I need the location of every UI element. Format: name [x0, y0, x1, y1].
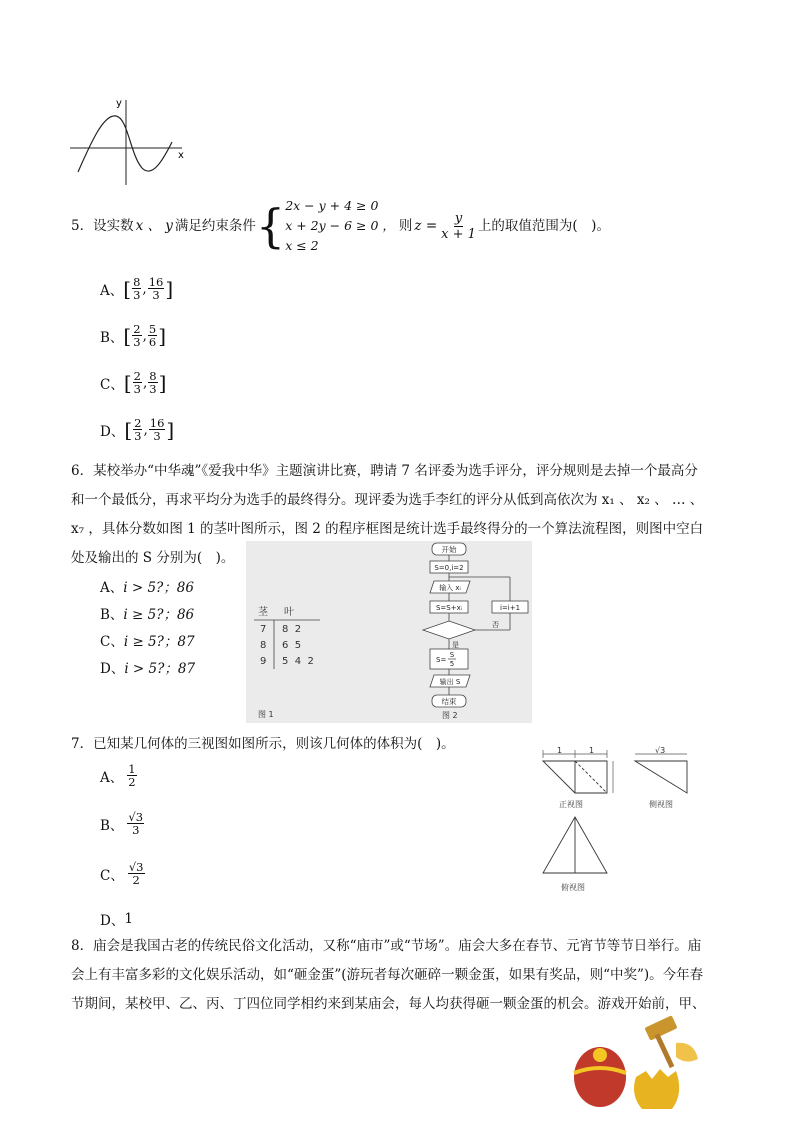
q7-option-b[interactable] [100, 811, 145, 836]
fraction [127, 763, 136, 788]
fraction [127, 811, 144, 836]
flow-yes-label: 是 [452, 641, 459, 649]
z-denominator: x + 1 [441, 226, 476, 242]
q6-option-c[interactable] [100, 630, 195, 650]
fraction [148, 323, 157, 348]
denominator: 3 [134, 429, 142, 443]
flow-divide-lhs: S= [436, 656, 447, 664]
numerator: √3 [128, 810, 144, 824]
bracket-close: ] [158, 323, 166, 348]
q6-line-2: 和一个最低分，再求平均分为选手的最终得分。现评委为选手李红的评分从低到高依次为 x₁ 、 x₂ 、 … 、 [71, 492, 704, 508]
q6-option-c-text: i ≥ 5?；87 [123, 634, 195, 650]
fraction [148, 276, 165, 301]
q6-option-d[interactable] [100, 657, 195, 677]
denominator: 3 [152, 288, 160, 302]
leaves-8: 6 5 [282, 640, 302, 651]
bow-icon [593, 1048, 607, 1062]
broken-gold-egg-icon [634, 1069, 679, 1109]
q6-option-d-label: D、 [100, 661, 125, 677]
flow-no-label: 否 [492, 621, 499, 629]
q5-option-a-label: A、 [100, 282, 124, 299]
numerator: 16 [149, 416, 165, 430]
constraint-system [285, 196, 395, 256]
numerator: 5 [148, 322, 157, 336]
fraction [133, 417, 142, 442]
denominator: 3 [133, 335, 141, 349]
stem-9: 9 [260, 656, 267, 667]
q5-then: 则 [398, 218, 413, 234]
q7-option-d-label: D、 [100, 913, 125, 929]
q7-option-c[interactable] [100, 861, 146, 886]
q7-option-d-text: 1 [124, 911, 133, 927]
numerator: 2 [133, 369, 141, 383]
question-7: 7．已知某几何体的三视图如图所示，则该几何体的体积为( )。 [71, 736, 455, 752]
x-axis-label: x [178, 150, 184, 161]
q5-suffix: 上的取值范围为( )。 [477, 218, 610, 234]
dim-label-1: 1 [557, 746, 563, 755]
function-graph [68, 92, 198, 188]
q5-option-c[interactable] [100, 370, 166, 395]
fraction [132, 276, 141, 301]
q5-option-c-label: C、 [100, 376, 124, 393]
bracket-close: ] [158, 370, 167, 395]
q6-option-b-label: B、 [100, 607, 124, 623]
comma: , [142, 327, 147, 344]
z-numerator: y [454, 210, 463, 226]
flow-end-label: 结束 [441, 697, 457, 706]
denominator: 3 [133, 382, 141, 396]
q6-option-a[interactable] [100, 576, 194, 596]
flow-init-label: S=0,i=2 [434, 564, 464, 572]
q7-option-a-label: A、 [100, 769, 124, 786]
q6-option-d-text: i > 5?；87 [124, 661, 196, 677]
q8-line-2: 会上有丰富多彩的文化娱乐活动，如“砸金蛋”(游玩者每次砸碎一颗金蛋，如果有奖品，则“中奖”)。今年春 [71, 967, 704, 983]
comma: , [143, 421, 148, 438]
q6-line-3: x₇ ，具体分数如图 1 的茎叶图所示，图 2 的程序框图是统计选手最终得分的一个算法流程图，则图中空白 [71, 521, 704, 537]
fraction [128, 861, 145, 886]
denominator: 3 [133, 288, 141, 302]
front-view-caption: 正视图 [559, 800, 583, 809]
flow-sum-label: S=S+xᵢ [435, 604, 463, 612]
q6-line-4: 处及输出的 S 分别为( )。 [71, 550, 235, 566]
q7-option-b-label: B、 [100, 817, 124, 834]
q5-option-d[interactable] [100, 417, 174, 442]
q7-option-d[interactable] [100, 909, 133, 929]
q5-option-b-label: B、 [100, 329, 124, 346]
bracket-open: [ [123, 323, 132, 348]
denominator: 3 [153, 429, 161, 443]
dim-label-2: 1 [589, 746, 595, 755]
numerator: 8 [133, 275, 141, 289]
denominator: 3 [149, 382, 157, 396]
question-8 [71, 933, 741, 1017]
flow-divide-num: S [449, 651, 455, 659]
constraint-1: 2x − y + 4 ≥ 0 [285, 198, 379, 213]
numerator: 2 [133, 322, 141, 336]
egg-shell-fragment-icon [676, 1043, 698, 1062]
z-equals: z = [414, 218, 438, 234]
top-view-caption: 俯视图 [561, 883, 585, 892]
numerator: 1 [128, 762, 136, 776]
fraction [132, 323, 141, 348]
q5-option-a[interactable] [100, 276, 173, 301]
z-fraction [440, 211, 477, 242]
side-view [635, 761, 687, 793]
hammer-icon [644, 1015, 677, 1068]
q5-option-d-label: D、 [100, 423, 125, 440]
question-5 [71, 196, 610, 256]
fraction [148, 370, 157, 395]
q6-figure [246, 541, 532, 723]
numerator: √3 [128, 860, 144, 874]
constraint-brace: { [255, 199, 286, 253]
leaf-header: 叶 [284, 607, 294, 618]
bracket-close: ] [166, 417, 175, 442]
q6-option-a-label: A、 [100, 580, 124, 596]
denominator: 2 [132, 873, 140, 887]
q6-option-a-text: i > 5?；86 [123, 580, 194, 596]
side-view-caption: 侧视图 [649, 800, 673, 809]
q5-prefix: 5．设实数 [71, 218, 134, 234]
flow-start-label: 开始 [441, 545, 457, 554]
stem-header: 茎 [258, 607, 268, 618]
flow-input-label: 输入 xᵢ [439, 584, 461, 592]
denominator: 2 [128, 775, 136, 789]
figure-2-caption: 图 2 [442, 711, 458, 720]
q5-option-b[interactable] [100, 323, 166, 348]
numerator: 8 [149, 369, 157, 383]
q5-vars: x 、 y [135, 218, 173, 234]
flow-output-label: 输出 S [439, 678, 461, 686]
fraction [149, 417, 166, 442]
bracket-open: [ [123, 370, 132, 395]
comma: , [142, 374, 148, 391]
leaves-7: 8 2 [282, 624, 302, 635]
denominator: 3 [132, 823, 140, 837]
leaves-9: 5 4 2 [282, 656, 314, 667]
y-axis-label: y [116, 98, 122, 109]
q8-line-3: 节期间，某校甲、乙、丙、丁四位同学相约来到某庙会，每人均获得砸一颗金蛋的机会。游戏开始前，甲、 [71, 996, 706, 1012]
bracket-open: [ [123, 276, 132, 301]
function-curve [78, 116, 172, 172]
golden-egg-illustration [560, 1013, 706, 1113]
q6-option-b[interactable] [100, 603, 194, 623]
comma: , [142, 280, 147, 297]
flow-inc-label: i=i+1 [499, 604, 521, 612]
stem-8: 8 [260, 640, 267, 651]
q6-option-b-text: i ≥ 5?；86 [123, 607, 195, 623]
q8-line-1: 8．庙会是我国古老的传统民俗文化活动，又称“庙市”或“节场”。庙会大多在春节、元宵节等节日举行。庙 [71, 938, 702, 954]
front-view-hidden-edge [575, 761, 607, 793]
bracket-close: ] [165, 276, 174, 301]
constraint-2: x + 2y − 6 ≥ 0 ， [285, 218, 395, 233]
q6-option-c-label: C、 [100, 634, 124, 650]
constraint-3: x ≤ 2 [285, 238, 319, 253]
denominator: 6 [148, 335, 157, 349]
q6-line-1: 6．某校举办“中华魂”《爱我中华》主题演讲比赛，聘请 7 名评委为选手评分，评分规则是去掉一个最高分 [71, 463, 698, 479]
fraction [133, 370, 142, 395]
figure-1-caption: 图 1 [258, 710, 274, 719]
q7-option-c-label: C、 [100, 867, 124, 884]
stem-7: 7 [260, 624, 267, 635]
numerator: 2 [134, 416, 142, 430]
bracket-open: [ [124, 417, 133, 442]
q5-mid: 满足约束条件 [174, 218, 256, 234]
dim-label-3: √3 [655, 746, 666, 755]
flow-divide-den: 5 [449, 660, 455, 668]
three-views-figure [537, 745, 717, 903]
q7-option-a[interactable] [100, 763, 138, 788]
numerator: 16 [148, 275, 164, 289]
